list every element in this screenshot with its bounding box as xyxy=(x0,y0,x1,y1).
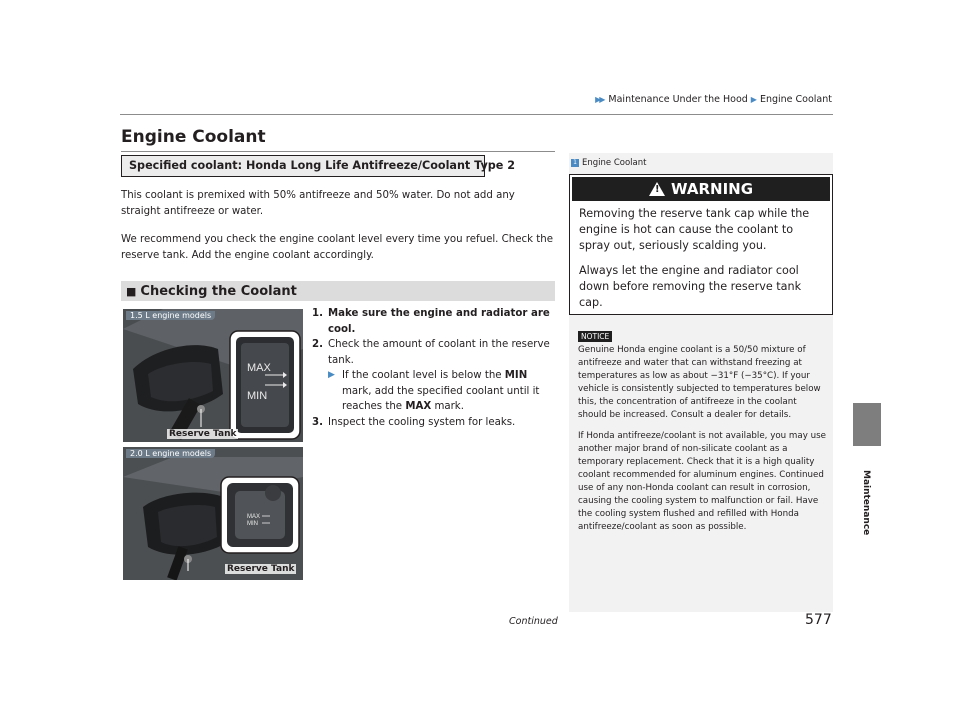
model-tag: 1.5 L engine models xyxy=(126,311,215,320)
double-chevron-icon: ▶▶ xyxy=(595,95,604,104)
step-number: 2. xyxy=(312,339,323,350)
page-number: 577 xyxy=(805,612,832,628)
header-divider xyxy=(120,114,833,115)
min-mark: MIN xyxy=(247,521,258,527)
continued-label: Continued xyxy=(509,616,558,627)
specified-coolant-box: Specified coolant: Honda Long Life Antifreeze/Coolant Type 2 xyxy=(121,155,485,177)
substep-text: If the coolant level is below the MIN mark, add the specified coolant until it reaches the MAX mark. xyxy=(342,370,540,412)
illustration-2-0l-engine xyxy=(123,447,303,580)
section-heading-bar xyxy=(121,281,555,301)
section-heading: Checking the Coolant xyxy=(140,283,297,299)
procedure-steps xyxy=(312,306,556,430)
coolant-check-paragraph: We recommend you check the engine coolant level every time you refuel. Check the reserve tank. Add the engine coolant accordingly. xyxy=(121,234,553,261)
step-2 xyxy=(312,337,556,368)
section-tab-label: Maintenance xyxy=(861,470,871,536)
step-number: 1. xyxy=(312,308,323,319)
notice-paragraph: Genuine Honda engine coolant is a 50/50 mixture of antifreeze and water that can withstand freezing at temperatures as low as about −31°F (−35°C). If your vehicle is consistently subjected to temperatures below this, the concentration of antifreeze in the coolant should be increased. Consult a dealer for details. xyxy=(578,345,821,420)
step-text: Check the amount of coolant in the reserve tank. xyxy=(328,339,550,366)
reserve-tank-label: Reserve Tank xyxy=(227,564,295,574)
breadcrumb-item-maintenance-under-hood[interactable]: Maintenance Under the Hood xyxy=(608,94,748,105)
min-mark: MIN xyxy=(247,390,268,402)
notice-text xyxy=(578,344,826,534)
illustration-1-5l-engine xyxy=(123,309,303,442)
sidebar-title xyxy=(571,158,646,168)
max-mark: MAX xyxy=(247,514,261,520)
section-square-icon: ■ xyxy=(126,284,137,298)
breadcrumb xyxy=(595,94,832,105)
step-text: Inspect the cooling system for leaks. xyxy=(328,416,516,428)
arrow-right-icon: ▶ xyxy=(328,370,335,380)
warning-text xyxy=(570,203,832,311)
warning-heading: WARNING xyxy=(670,180,754,198)
title-divider xyxy=(121,151,555,152)
warning-triangle-icon: ! xyxy=(649,182,665,196)
step-3 xyxy=(312,415,556,431)
coolant-premix-paragraph: This coolant is premixed with 50% antifreeze and 50% water. Do not add any straight antifreeze or water. xyxy=(121,190,515,217)
section-tab[interactable] xyxy=(853,403,881,446)
model-tag: 2.0 L engine models xyxy=(126,449,215,458)
reserve-tank-label: Reserve Tank xyxy=(169,429,237,439)
max-mark: MAX xyxy=(247,362,271,374)
step-number: 3. xyxy=(312,416,323,428)
step-1 xyxy=(312,306,556,337)
step-text: Make sure the engine and radiator are cool. xyxy=(328,308,550,335)
breadcrumb-item-engine-coolant[interactable]: Engine Coolant xyxy=(759,94,832,105)
sidebar-title-text: Engine Coolant xyxy=(582,158,647,168)
engine-bay-illustration-1 xyxy=(123,309,303,442)
engine-bay-illustration-2 xyxy=(123,447,303,580)
page-title: Engine Coolant xyxy=(121,127,266,147)
warning-box xyxy=(569,174,833,315)
warning-paragraph: Always let the engine and radiator cool down before removing the reserve tank cap. xyxy=(579,264,802,309)
notice-badge: NOTICE xyxy=(578,331,612,342)
warning-paragraph: Removing the reserve tank cap while the engine is hot can cause the coolant to spray out, seriously scalding you. xyxy=(579,207,810,252)
reference-number-icon: 1 xyxy=(571,159,579,167)
notice-paragraph: If Honda antifreeze/coolant is not available, you may use another major brand of non-silicate coolant as a temporary replacement. Check that it is a high quality coolant recommended for aluminum engines. Continued use of any non-Honda coolant can result in corrosion, causing the cooling system to malfunction or fail. Have the cooling system flushed and refilled with Honda antifreeze/coolant as soon as possible. xyxy=(578,431,826,532)
step-2-substep xyxy=(312,368,556,415)
chevron-right-icon: ▶ xyxy=(750,95,755,104)
warning-header xyxy=(572,177,830,201)
